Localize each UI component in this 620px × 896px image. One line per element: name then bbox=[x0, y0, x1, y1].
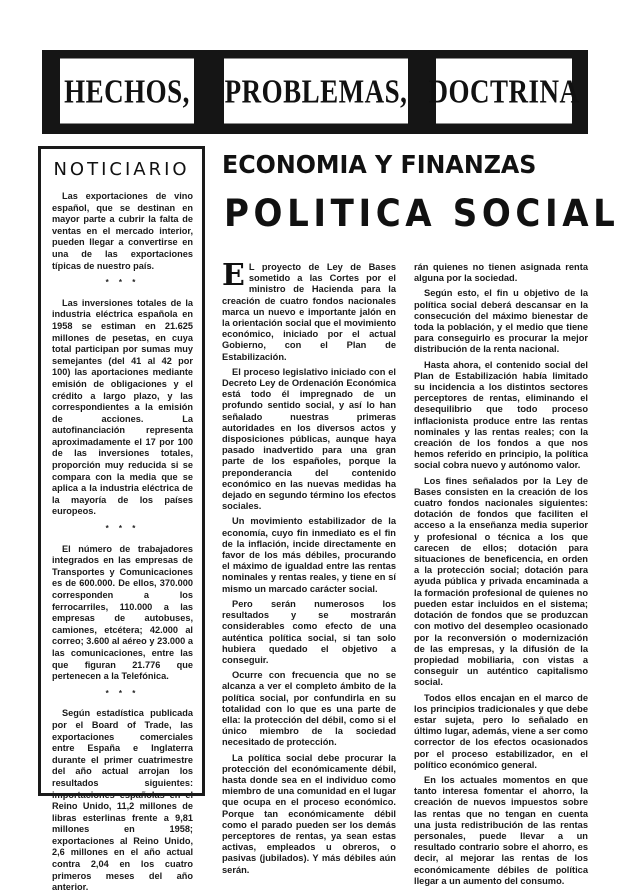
article-paragraph: Pero serán numerosos los resultados y se mostrarán considerables como efecto de una auténtica política social, si tan solo hubiera quedado el objetivo a conseguir. bbox=[222, 598, 396, 665]
article-column-2 bbox=[414, 262, 588, 891]
article-paragraph: Ocurre con frecuencia que no se alcanza a ver el completo ámbito de la política social, por confundirla en su totalidad con lo que es una parte de ella: la protección del débil, como si el único miembro de la sociedad necesitado de protección. bbox=[222, 670, 396, 748]
noticiario-body bbox=[52, 191, 193, 896]
article-title: POLITICA SOCIAL bbox=[224, 192, 620, 235]
article-paragraph: rán quienes no tienen asignada renta alguna por la sociedad. bbox=[414, 262, 588, 284]
drop-cap: E bbox=[222, 258, 245, 293]
header-banner bbox=[42, 50, 588, 134]
noticiario-box bbox=[38, 146, 205, 893]
news-item: Según estadística publicada por el Board of Trade, las exportaciones comerciales entre España e Inglaterra durante el primer cuatrimestre del año actual arrojan los resultados siguientes: importaciones españolas en el Reino Unido, 11,2 millones de libras esterlinas frente a 9,81 millones en 1958; exportaciones al Reino Unido, 2,6 millones en el año actual contra 2,04 en los cuatro primeros meses del año anterior. bbox=[52, 708, 193, 893]
section-title: ECONOMIA Y FINANZAS bbox=[222, 150, 537, 179]
separator-stars: * * * bbox=[105, 688, 140, 698]
banner-item-hechos: HECHOS, bbox=[58, 56, 196, 126]
article-paragraph: En los actuales momentos en que tanto interesa fomentar el ahorro, la creación de nuevos impuestos sobre las rentas que no tengan en cuenta una justa redistribución de las rentas personales, puede llevar a un resultado contrario sobre el ahorro, es decir, al mejorar las rentas de los económicamente débiles de política llegar a un aumento del consumo. bbox=[414, 774, 588, 886]
article-paragraph: Un movimiento estabilizador de la economía, cuyo fin inmediato es el fin de la inflación, incide directamente en favor de los más débiles, procurando el máximo de igualdad entre las rentas nominales y rentas reales, y tiene en sí mismo un marcado carácter social. bbox=[222, 516, 396, 594]
article-paragraph: Todos ellos encajan en el marco de los principios tradicionales y que debe estar sujeta, pero lo señalado en último lugar, además, viene a ser como corrector de los efectos ocasionados por el proceso estabilizador, en el político económico general. bbox=[414, 692, 588, 770]
article-body bbox=[222, 258, 588, 886]
banner-item-doctrina: DOCTRINA bbox=[434, 56, 574, 126]
article-paragraph: E L proyecto de Ley de Bases sometido a las Cortes por el ministro de Hacienda para la creación de cuatro fondos nacionales marca un nuevo e importante jalón en la orientación social que el movimiento económico, iniciado por el actual Gobierno, con el Plan de Estabilización. bbox=[222, 258, 396, 362]
separator-stars: * * * bbox=[105, 524, 140, 534]
article-paragraph: La política social debe procurar la protección del económicamente débil, hasta donde sea en el individuo como miembro de una comunidad en el lugar que ocupa en el proceso económico. Porque tan económicamente débil como el parado pueden ser los demás perceptores de rentas, ya sean estas activas, empleados u obreros, o pasivas (jubilados). Y más débiles aún serán. bbox=[222, 752, 396, 875]
article-paragraph: El proceso legislativo iniciado con el Decreto Ley de Ordenación Económica está todo él impregnado de un profundo sentido social, y así lo han señalado nuestras primeras autoridades en los diversos actos y disposiciones públicas, aunque haya pasado inadvertido para una gran parte de los españoles, porque la preponderancia del contenido económico en las nuevas medidas ha dejado en segundo término los efectos sociales. bbox=[222, 366, 396, 512]
article-column-1 bbox=[222, 258, 396, 880]
banner-item-problemas: PROBLEMAS, bbox=[222, 56, 410, 126]
separator-stars: * * * bbox=[105, 278, 140, 288]
article-paragraph: Hasta ahora, el contenido social del Plan de Estabilización había limitado su incidencia a los distintos sectores perceptores de rentas, eliminando el desequilibrio que todo proceso inflacionista produce entre las rentas nominales y las rentas reales; con la creación de los fondos a que nos hemos referido en principio, la política social cobra nuevo y autónomo valor. bbox=[414, 359, 588, 471]
article-paragraph: Según esto, el fin u objetivo de la política social deberá descansar en la consecución del máximo bienestar de toda la población, y el medio que tiene para conseguirlo es procurar la mejor distribución de la renta nacional. bbox=[414, 288, 588, 355]
news-item: El número de trabajadores integrados en las empresas de Transportes y Comunicaciones es de 600.000. De ellos, 370.000 corresponden a los ferrocarriles, 110.000 a las empresas de autobuses, camiones, etcétera; 42.000 al correo; 3.600 al aéreo y 23.000 a las comunicaciones, entre las que figuran 21.776 que pertenecen a la Telefónica. bbox=[52, 543, 193, 682]
article-paragraph: Los fines señalados por la Ley de Bases consisten en la creación de los cuatro fondos nacionales siguientes: dotación de fondos que faciliten el acceso a la enseñanza media superior y profesional o técnica a los que carecen de ellos; dotación para situaciones de beneficencia, en orden a la protección social; dotación para ayuda pública y privada encaminada a la formación profesional de quienes no pueden estar incluidos en el sistema; dotación de fondos que se produzcan con motivo del desempleo ocasionado por la reconversión o modernización de las empresas, y la difusión de la propiedad mobiliaria, con vistas a conseguir un auténtico capitalismo social. bbox=[414, 475, 588, 688]
news-item: Las inversiones totales de la industria eléctrica española en 1958 se estiman en 21.625 millones de pesetas, en cuya total participan por sumas muy semejantes (del 41 al 42 por 100) las aportaciones mediante emisión de obligaciones y el crédito a largo plazo, y las correspondientes a la emisión de acciones. La autofinanciación representa aproximadamente el 17 por 100 de las inversiones totales, proporción muy reducida si se compara con la media que se aplica a la industria eléctrica de la mayoría de los países europeos. bbox=[52, 297, 193, 517]
noticiario-title: NOTICIARIO bbox=[53, 159, 190, 180]
news-item: Las exportaciones de vino español, que se destinan en mayor parte a cubrir la falta de ventas en el mercado interior, pueden llegar a convertirse en una de las exportaciones típicas de nuestro país. bbox=[52, 191, 193, 271]
